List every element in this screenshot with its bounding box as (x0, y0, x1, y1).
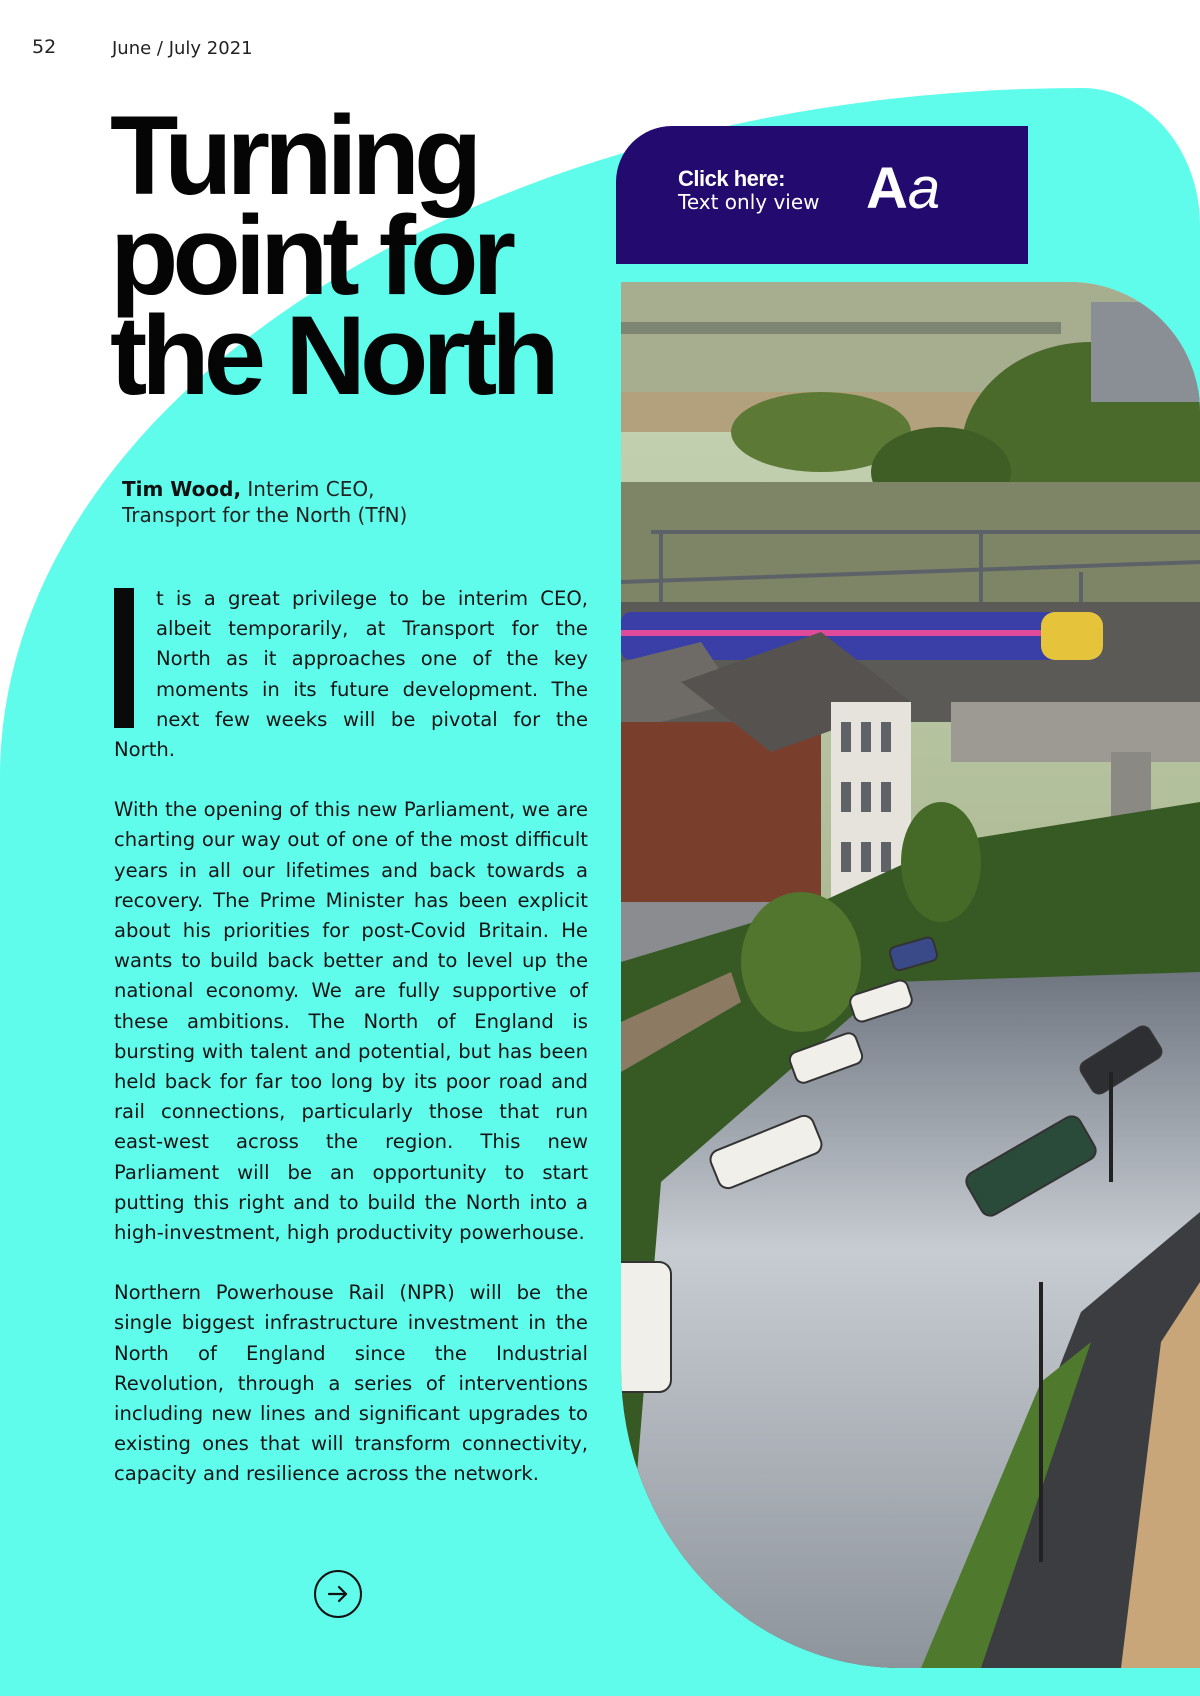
page-title (110, 93, 630, 418)
issue-date: June / July 2021 (112, 38, 253, 59)
article-body (114, 584, 588, 1520)
paragraph-1 (114, 584, 588, 765)
headline-line-1: Turning (110, 93, 477, 218)
canal-illustration (621, 282, 1200, 1668)
author-organization: Transport for the North (TfN) (122, 503, 408, 527)
headline-line-3: the North (110, 293, 554, 418)
font-size-icon: Aa (866, 156, 941, 221)
author-name: Tim Wood, (122, 477, 242, 501)
dropcap (114, 588, 134, 728)
canal-photo (621, 282, 1200, 1668)
paragraph-3: Northern Powerhouse Rail (NPR) will be the single biggest infrastructure investment in the North of England since the Industrial Revolution, through a series of interventions including new lines and significant upgrades to existing ones that will transform connectivity, capacity and resilience across the network. (114, 1281, 588, 1486)
author-role: Interim CEO, (241, 477, 375, 501)
click-here-label: Click here: (678, 166, 785, 191)
text-only-view-label: Text only view (678, 190, 820, 214)
page-number: 52 (32, 36, 57, 58)
next-page-button[interactable] (314, 1570, 362, 1618)
paragraph-1-text: t is a great privilege to be interim CEO, albeit temporarily, at Transport for the North as it approaches one of the key moments in its future development. The next few weeks will be pivotal for the North. (114, 587, 588, 762)
headline-line-2: point for (110, 193, 511, 318)
text-only-view-button[interactable] (616, 126, 1028, 264)
arrow-right-circle-icon (325, 1581, 351, 1607)
byline (122, 476, 407, 528)
paragraph-2: With the opening of this new Parliament, we are charting our way out of one of the most difficult years in all our lifetimes and back towards a recovery. The Prime Minister has been explicit about his priorities for post-Covid Britain. He wants to build back better and to level up the national economy. We are fully supportive of these ambitions. The North of England is bursting with talent and potential, but has been held back for far too long by its poor road and rail connections, particularly those that run east-west across the region. This new Parliament will be an opportunity to start putting this right and to build the North into a high-investment, high productivity powerhouse. (114, 798, 588, 1245)
